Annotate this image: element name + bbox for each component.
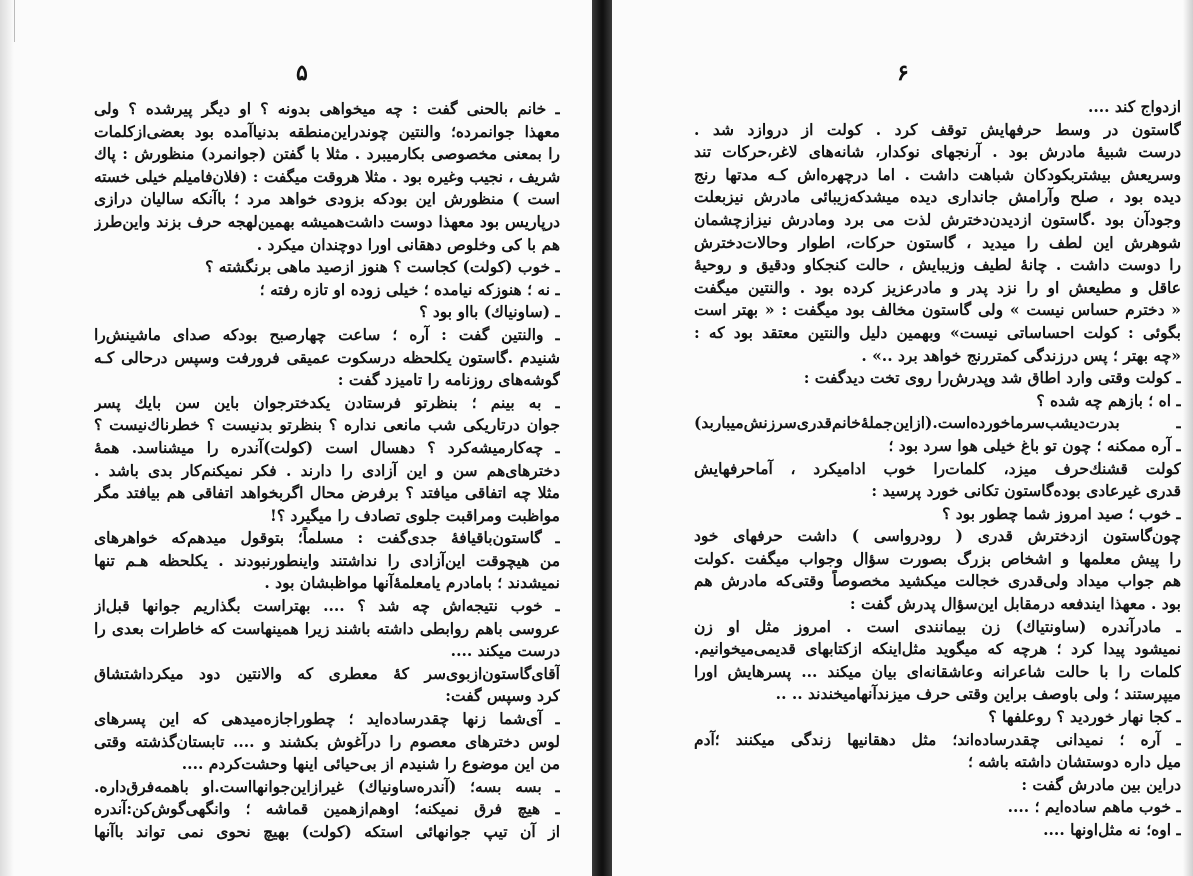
text-line: ـ به بینم ؛ بنظرتو فرستادن یکدخترجوان باین سن بایك پسر <box>94 392 560 412</box>
text-line: چون‌گاستون ازدخترش قدری ( رودرواسی ) داشت حرفهای خود <box>694 526 1181 546</box>
text-line: را دوست داشت . چانهٔ لطیف وزیبایش ، حالت کنجکاو ودقیق و روحیهٔ <box>694 255 1181 275</box>
text-line: از آن تیپ جوانهائی استکه (کولت) بهیچ نحوی نمی تواند باآنها <box>94 822 560 841</box>
text-line: ـ اه ؛ بازهم چه شده ؟ <box>1036 390 1181 410</box>
text-line: میپرستند ؛ ولی باوصف براین وقتی حرف میزندآنهامیخندند .. .. <box>775 684 1181 704</box>
page-edge-shadow <box>0 0 14 876</box>
right-page-text <box>694 96 1181 842</box>
text-line: گوشه‌های روزنامه را تامیزد گفت : <box>337 370 560 390</box>
text-line: قدری غیرعادی بوده‌گاستون تکانی خورد پرسید : <box>871 481 1181 501</box>
text-line: « دخترم حساس نیست » ولی گاستون مخالف بود میگفت : « بهتر است <box>694 300 1181 320</box>
text-line: هم جواب میداد ولی‌قدری خجالت میکشید مخصوصاً وقتی‌که مادرش هم <box>694 571 1181 591</box>
text-line: کولت قشنك‌حرف میزد، کلمات‌را خوب ادامیکرد ، آماحرفهایش <box>694 458 1181 478</box>
page-edge-shadow <box>1183 0 1193 876</box>
text-line: ـ خوب ماهم ساده‌ایم ؛ .... <box>1007 797 1181 817</box>
text-line: بگوئی : کولت احساساتی نیست» وبهمین دلیل والنتین معتقد بود که : <box>694 322 1181 342</box>
text-line: ـ خانم بالحنی گفت : چه میخواهی بدونه ؟ او دیگر پیرشده ؟ ولی <box>94 99 560 118</box>
text-line: ـ والنتین گفت : آره ؛ ساعت چهارصبح بودکه صدای ماشینش‌را <box>94 324 560 344</box>
text-line: جوان درتاریکی شب مانعی نداره ؟ بنظرتو بدنیست ؟ خطرناك‌نیست ؟ <box>94 415 560 435</box>
text-line: ـ آره ممکنه ؛ چون تو باغ خیلی هوا سرد بود ؛ <box>888 435 1181 455</box>
left-page-number: ۵ <box>296 60 308 86</box>
text-line: لوس دخترهای معصوم را درآغوش بکشند و .... تابستان‌گذشته وقتی <box>94 731 560 751</box>
text-line: دخترهای‌هم سن و این آزادی را دارند . فکر نمیکنم‌کار بدی باشد . <box>94 460 560 480</box>
text-line: ـ خوب نتیجه‌اش چه شد ؟ .... بهتراست بگذاریم جوانها قبل‌از <box>94 596 560 616</box>
text-line: ازدواج کند .... <box>1087 97 1181 116</box>
text-line: من این موضوع را شنیدم از بی‌حیائی اینها وحشت‌کردم .... <box>181 754 560 774</box>
right-page-number: ۶ <box>897 60 909 86</box>
text-line: ـ نه ؛ هنوزکه نیامده ؛ خیلی زوده او تازه رفته ؛ <box>259 279 560 299</box>
text-line: کرد وسپس گفت: <box>445 686 560 706</box>
left-page-text <box>94 98 560 844</box>
text-line: شریف ، نجیب وغیره بود . مثلا هروقت میگفت : (فلان‌فامیلم خیلی خسته <box>94 167 560 186</box>
text-line: درست شبیهٔ مادرش بود . آرنجهای نوکدار، شانه‌های لاغر،حرکات تند <box>694 142 1181 162</box>
text-line: ـ کجا نهار خوردید ؟ روعلفها ؟ <box>988 707 1181 727</box>
text-line: ـ هیچ فرق نمیکنه؛ اوهم‌ازهمین قماشه ؛ وانگهی‌گوش‌کن:آندره <box>94 799 560 819</box>
text-line: ـ خوب ؛ صید امروز شما چطور بود ؟ <box>942 503 1181 523</box>
text-line: ـ خوب (کولت) کجاست ؟ هنوز ازصید ماهی برنگشته ؟ <box>205 257 560 277</box>
left-page <box>0 0 592 876</box>
text-line: ـ آره ؛ نمیدانی چقدرساده‌اند؛ مثل دهقانیها زندگی میکنند ؛آدم <box>694 729 1181 749</box>
text-line: ـ اوه؛ نه مثل‌اونها .... <box>1043 820 1181 839</box>
text-line: ـ بدرت‌دیشب‌سرماخورده‌است.(ازاین‌جملهٔ‌خانم‌قدری‌سرزنش‌میباربد) <box>694 413 1181 433</box>
text-line: دیده بود ، صلح وآرامش جانداری دیده میشدکه‌زیبائی مادرش نیزبعلت <box>694 187 1181 207</box>
text-line: مواظبت ومراقبت جلوی تصادف را میگیرد ؟! <box>270 505 560 525</box>
text-line: ـ آی‌شما زنها چقدرساده‌اید ؛ چطوراجازه‌میدهی که این پسرهای <box>94 709 560 729</box>
text-line: ـ چه‌کارمیشه‌کرد ؟ دهسال است (کولت)آندره را میشناسد. همهٔ <box>94 437 560 457</box>
text-line: ـ گاستون‌باقیافهٔ جدی‌گفت : مسلماً؛ بتوقول میدهم‌که خواهرهای <box>94 528 560 548</box>
text-line: نمیشود پیدا کرد ؛ هرچه که میگوید مثل‌اینکه ازکتابهای قدیمی‌میخوانیم. <box>694 639 1181 659</box>
text-line: ـ بسه بسه؛ (آندره‌ساونیاك) غیرازاین‌جوانهااست.او باهمه‌فرق‌داره. <box>94 776 560 796</box>
text-line: درپاریس بود معهذا دوست داشت‌همیشه بهمین‌لهجه حرف بزند واین‌طرز <box>94 211 560 231</box>
text-line: دراین بین مادرش گفت : <box>1021 774 1181 794</box>
text-line: هم با کی وخلوص دهقانی اورا دوچندان میکرد . <box>256 234 560 254</box>
text-line: ـ (ساونیاك) بااو بود ؟ <box>419 302 560 322</box>
text-line: درست میکند .... <box>450 641 560 661</box>
text-line: وسریعش بیشتربکودکان شباهت داشت . اما درچهره‌اش کـه مدتها رنج <box>694 164 1181 184</box>
text-line: گاستون در وسط حرفهایش توقف کرد . کولت از دروازد شد . <box>694 119 1181 139</box>
text-line: ـ مادرآندره (ساونتیاك) زن بیمانندی است . امروز مثل او زن <box>694 616 1181 636</box>
book-gutter <box>592 0 612 876</box>
text-line: ـ کولت وقتی وارد اطاق شد وپدرش‌را روی تخت دیدگفت : <box>803 368 1181 388</box>
text-line: عاقل و مطیعش او را نزد پدر و مادرعزیز کرده بود . والنتین میگفت <box>694 277 1181 297</box>
text-line: میل داره دوستشان داشته باشه ؛ <box>968 752 1181 772</box>
text-line: معهذا جوانمرده؛ والنتین چوندراین‌منطقه بدنیاآمده بود بعضی‌ازکلمات <box>94 121 560 141</box>
text-line: شوهرش این لطف را میدید ، گاستون حرکات، اطوار وحالات‌دخترش <box>694 232 1181 252</box>
text-line: است ) منظورش این بودکه بزودی خواهد مرد ؛ باآنکه سالیان درازی <box>94 189 560 209</box>
text-line: «چه بهتر ؛ پس درزندگی کمتررنج خواهد برد ..» . <box>861 345 1181 365</box>
text-line: کلمات را با حالت شاعرانه وعاشقانه‌ای بیان میکند ... پسرهایش اورا <box>694 661 1181 681</box>
text-line: من هیچوقت این‌آزادی را نداشتند واینطورنبودند . یکلحظه هـم تنها <box>94 550 560 570</box>
right-page <box>612 0 1193 876</box>
text-line: آقای‌گاستون‌ازبوی‌سر کهٔ معطری که والانتین دود میکرد‌اشتشاق <box>94 663 560 683</box>
text-line: مثلا چه اتفاقی میافتد ؟ برفرض محال اگربخواهد اتفاقی هم بیافتد مگر <box>94 483 560 503</box>
text-line: وجودآن بود .گاستون ازدیدن‌دخترش لذت می برد ومادرش نیزازچشمان <box>694 209 1181 229</box>
text-line: نمیشدند ؛ بامادرم یامعلمهٔ‌آنها مواظبشان بود . <box>264 573 560 593</box>
text-line: عروسی باهم روابطی داشته باشند زیرا همینهاست که خاطرات بعدی را <box>94 618 560 638</box>
text-line: بود . معهذا ایندفعه درمقابل این‌سؤال پدرش گفت : <box>849 594 1181 614</box>
text-line: را بمعنی مخصوصی بکارمیبرد . مثلا با گفتن (جوانمرد) منظورش : پاك <box>94 144 560 164</box>
fold-mark <box>14 0 15 42</box>
text-line: را پیش معلمها و اشخاص بزرگ بصورت سؤال وجواب میگفت .کولت <box>694 548 1181 568</box>
text-line: شنیدم .گاستون یکلحظه درسکوت عمیقی فرورفت وسپس درحالی کـه <box>94 347 560 367</box>
